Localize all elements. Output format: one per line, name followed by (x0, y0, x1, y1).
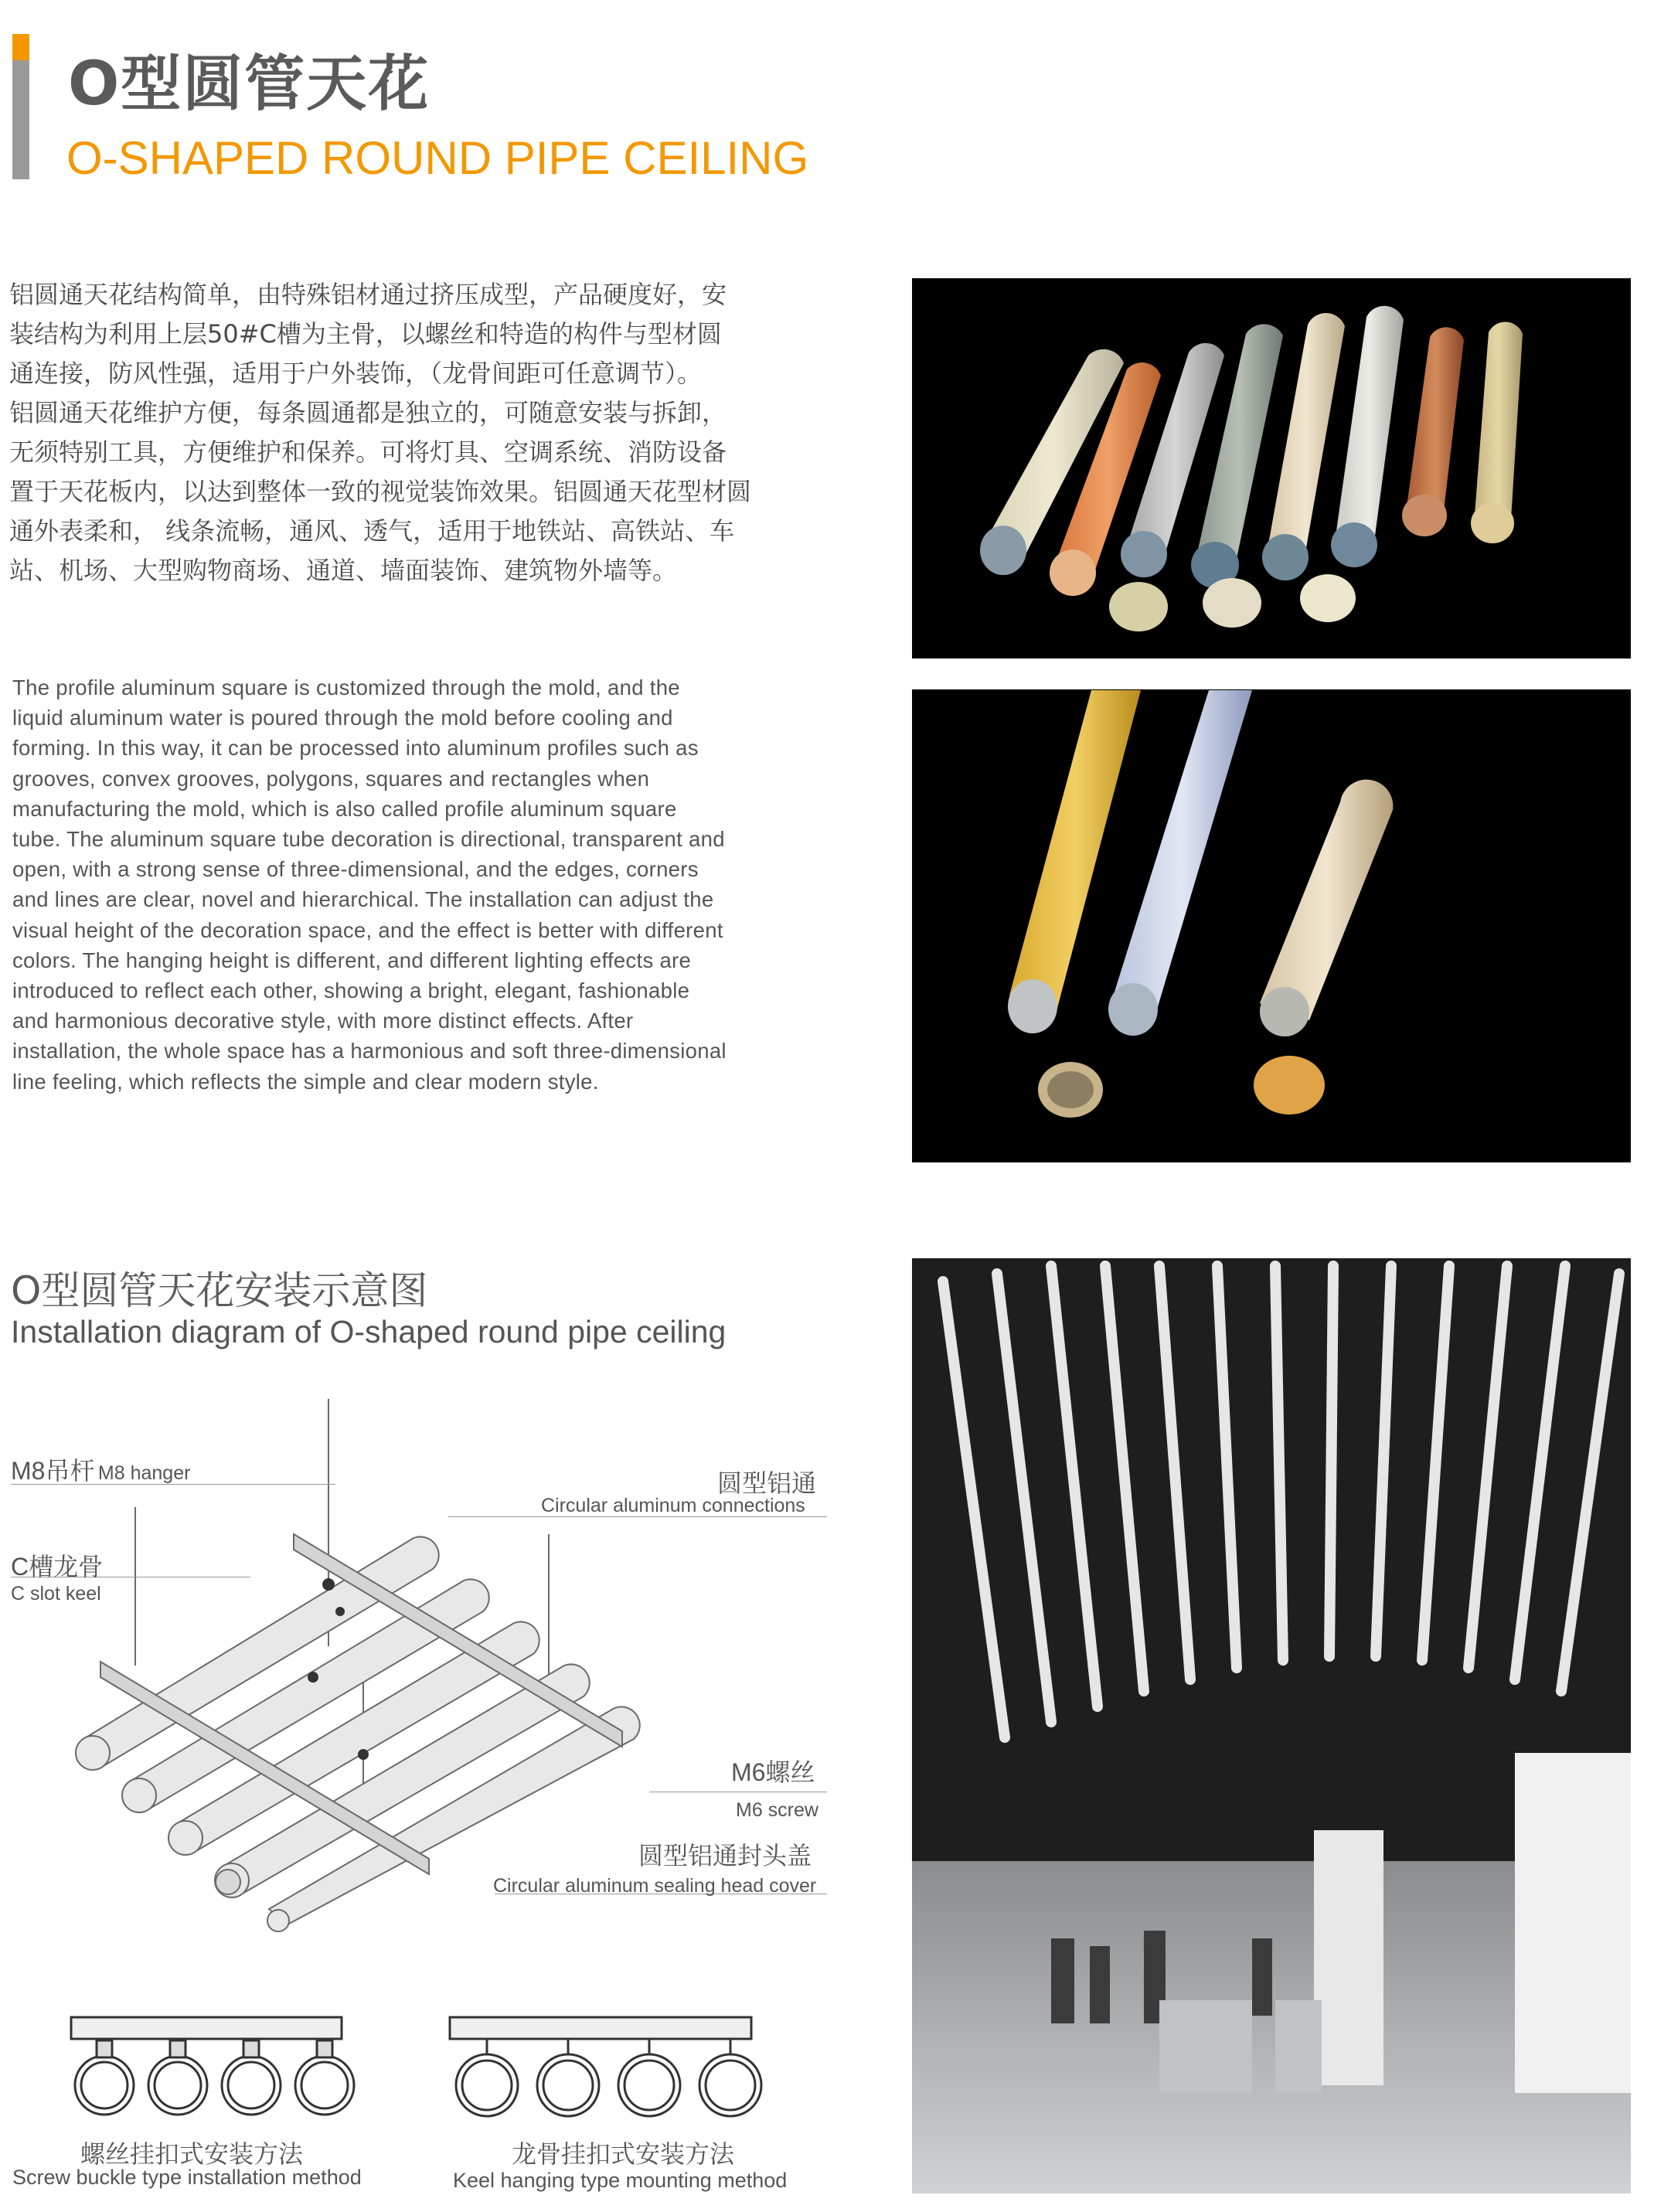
screw-buckle-diagram (62, 2010, 356, 2125)
station-pillar (1515, 1753, 1631, 2093)
intro-line-en: introduced to reflect each other, showing a bright, elegant, fashionable (12, 978, 690, 1003)
product-photo-pipes-set (912, 278, 1631, 658)
label-hanger-en: M8 hanger (97, 1462, 191, 1484)
intro-line-en: and lines are clear, novel and hierarchical. The installation can adjust the (12, 887, 714, 912)
label-hanger (11, 1451, 190, 1487)
intro-line-cn: 置于天花板内，以达到整体一致的视觉装饰效果。铝圆通天花型材圆 (9, 477, 752, 506)
intro-line-cn: 无须特别工具，方便维护和保养。可将灯具、空调系统、消防设备 (9, 437, 727, 467)
product-photo-three-pipes (912, 689, 1631, 1162)
subway-station-photo (912, 1258, 1631, 2193)
pipe-silver (1331, 306, 1404, 567)
intro-line-cn: 站、机场、大型购物商场、通道、墙面装饰、建筑物外墙等。 (9, 556, 678, 585)
turnstiles (1159, 2000, 1322, 2093)
intro-line-cn: 通外表柔和， 线条流畅，通风、透气，适用于地铁站、高铁站、车 (9, 516, 735, 546)
label-keel-en: C slot keel (11, 1583, 101, 1605)
intro-line-en: The profile aluminum square is customized through the mold, and the (12, 676, 680, 699)
label-hanger-cn: M8吊杆 (11, 1457, 95, 1485)
intro-line-en: liquid aluminum water is poured through the mold before cooling and (12, 706, 673, 730)
intro-line-cn: 装结构为利用上层50#C槽为主骨，以螺丝和特造的构件与型材圆 (9, 319, 722, 349)
label-cover-cn: 圆型铝通封头盖 (638, 1842, 812, 1870)
label-screw-cn: M6螺丝 (731, 1758, 815, 1786)
intro-line-cn: 通连接，防风性强，适用于户外装饰，（龙骨间距可任意调节）。 (9, 359, 703, 388)
intro-paragraph-cn (9, 275, 829, 590)
round-pipes (76, 1536, 640, 1931)
intro-line-en: installation, the whole space has a harmonious and soft three-dimensional (12, 1039, 727, 1063)
page-title-en: O-SHAPED ROUND PIPE CEILING (66, 132, 809, 184)
method-screw-cn: 螺丝挂扣式安装方法 (80, 2139, 304, 2169)
label-pipe-en: Circular aluminum connections (541, 1495, 805, 1516)
intro-line-en: line feeling, which reflects the simple and clear modern style. (12, 1069, 599, 1094)
method-keel-en: Keel hanging type mounting method (453, 2169, 788, 2192)
end-caps (1038, 1056, 1325, 1118)
intro-paragraph-en (12, 672, 825, 1097)
intro-line-en: visual height of the decoration space, and the effect is better with different (12, 917, 723, 942)
intro-line-en: forming. In this way, it can be processed into aluminum profiles such as (12, 736, 699, 761)
intro-line-en: tube. The aluminum square tube decoration is directional, transparent and (12, 827, 725, 852)
end-caps (1109, 574, 1356, 631)
label-screw-en: M6 screw (736, 1799, 818, 1821)
label-cover-en: Circular aluminum sealing head cover (493, 1875, 817, 1897)
sealing-head-cover (216, 1870, 240, 1894)
intro-line-en: grooves, convex grooves, polygons, squares and rectangles when (12, 766, 650, 791)
install-title-en: Installation diagram of O-shaped round pipe ceiling (11, 1314, 727, 1349)
keel-hanging-diagram (441, 2010, 765, 2125)
header-accent-bar (12, 34, 29, 179)
pipe-blue-floral (1108, 690, 1252, 1036)
install-title-cn: O型圆管天花安装示意图 (11, 1268, 428, 1313)
method-keel-cn: 龙骨挂扣式安装方法 (512, 2139, 735, 2169)
label-keel-cn: C槽龙骨 (11, 1553, 104, 1581)
intro-line-en: colors. The hanging height is different, and different lighting effects are (12, 948, 692, 972)
page-title-cn: O型圆管天花 (68, 49, 431, 119)
intro-line-cn: 铝圆通天花结构简单，由特殊铝材通过挤压成型，产品硬度好，安 (9, 280, 727, 309)
station-pillar (1314, 1830, 1383, 2085)
intro-line-cn: 铝圆通天花维护方便，每条圆通都是独立的，可随意安装与拆卸， (9, 398, 727, 427)
pipe-wood-light (1471, 322, 1523, 543)
method-screw-en: Screw buckle type installation method (12, 2166, 362, 2189)
intro-line-en: and harmonious decorative style, with more distinct effects. After (12, 1009, 634, 1033)
c-slot-keel (294, 1534, 622, 1747)
pipe-wood-light (1260, 780, 1393, 1036)
pipe-wood-red (1402, 327, 1464, 536)
intro-line-en: open, with a strong sense of three-dimensional, and the edges, corners (12, 857, 699, 882)
intro-line-en: manufacturing the mold, which is also called profile aluminum square (12, 796, 677, 821)
label-pipe-cn: 圆型铝通 (717, 1469, 817, 1497)
